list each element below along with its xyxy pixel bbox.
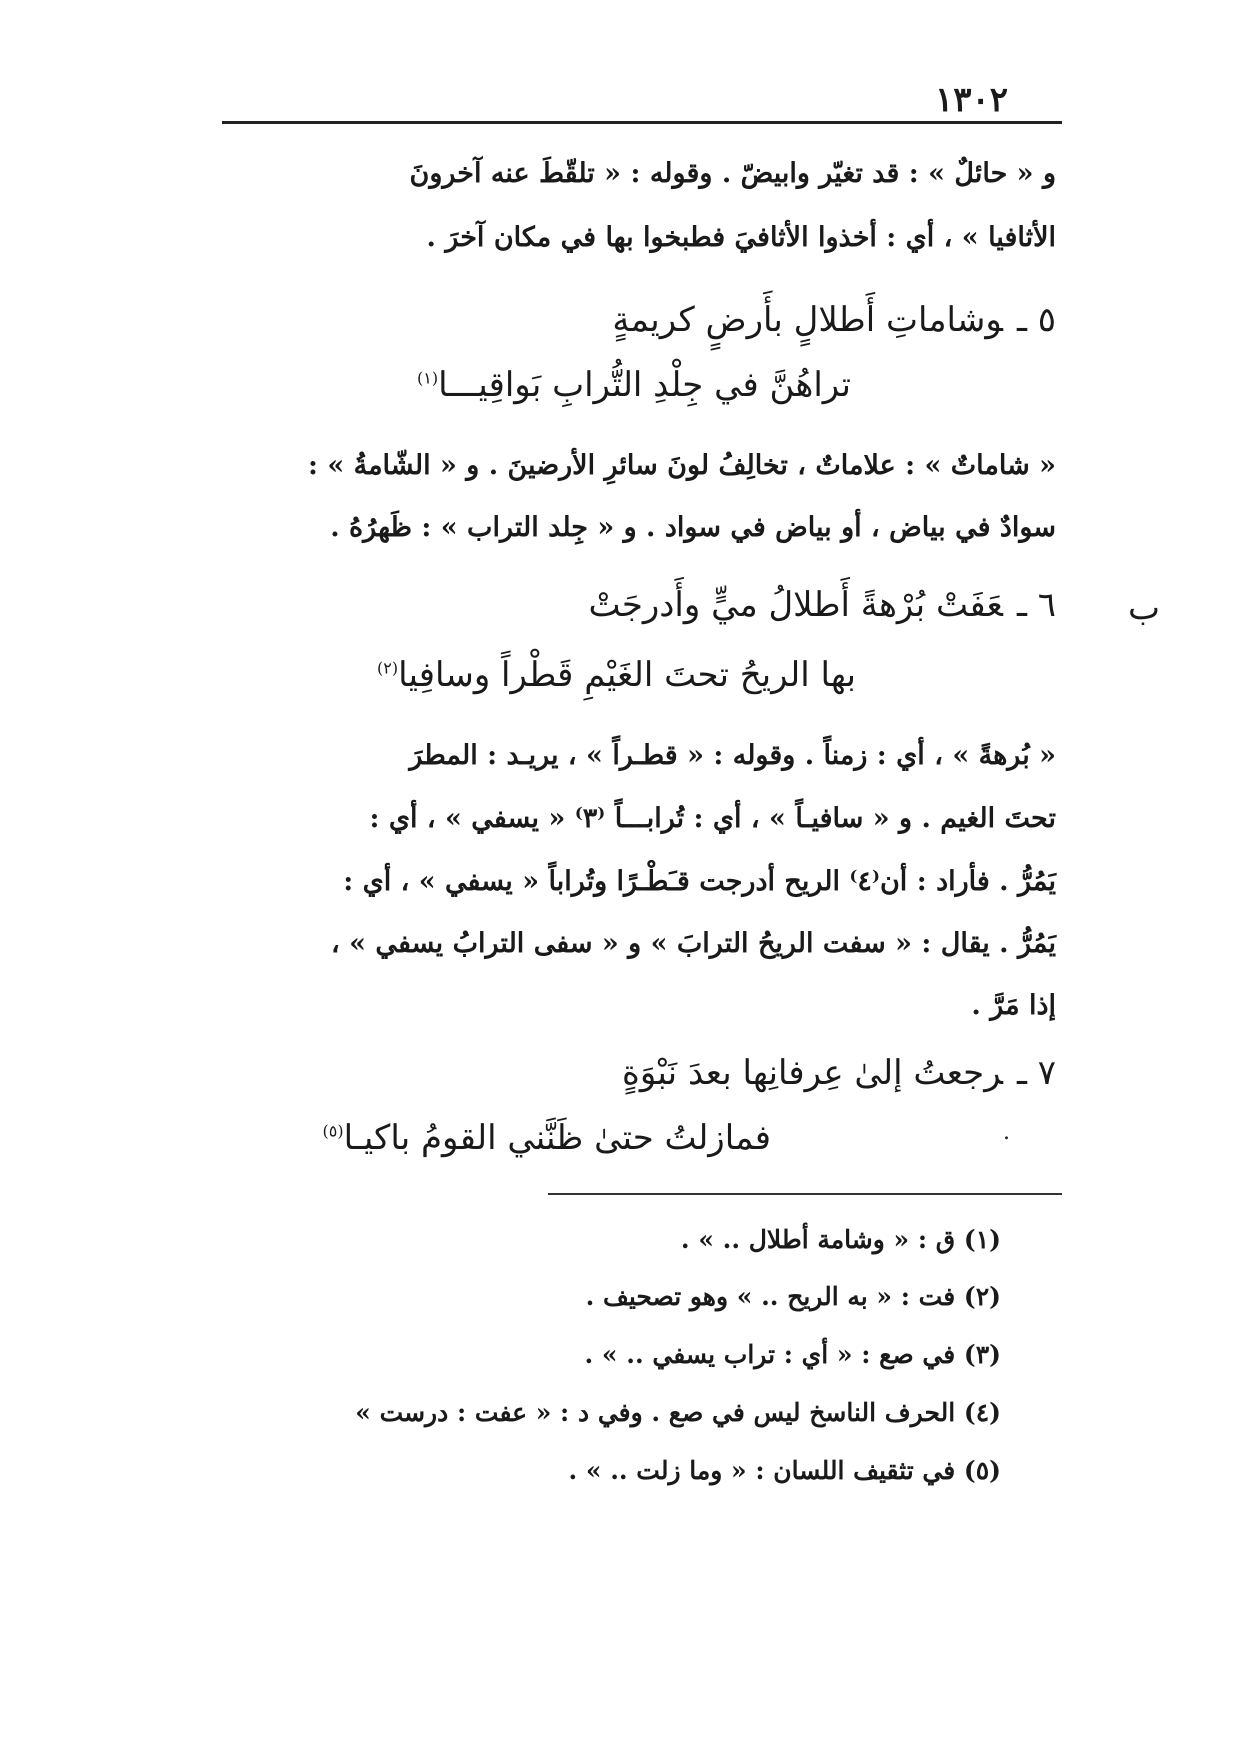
prose-line: سوادٌ في بياض ، أو بياض في سواد . و « جِلد التراب » : ظَهرُهُ . (330, 512, 1056, 543)
prose-line: و « حائلٌ » : قد تغيّر وابيضّ . وقوله : « تلقّطَ عنه آخرونَ (409, 158, 1056, 189)
verse-text: رجعتُ إلىٰ عِرفانِها بعدَ نَبْوَةٍ (622, 1053, 1003, 1093)
page-number: ١٣٠٢ (935, 80, 1009, 120)
verse-number: ٧ ـ (1016, 1053, 1056, 1093)
verse-text: عَفَتْ بُرْهةً أَطلالُ ميٍّ وأَدرجَتْ (588, 585, 1003, 625)
verse-number: ٥ ـ (1016, 300, 1056, 340)
footnote-marker: (٢) (377, 658, 399, 678)
prose-line: « شاماتٌ » : علاماتٌ ، تخالِفُ لونَ سائرِ الأرضينَ . و « الشّامةُ » : (307, 450, 1056, 481)
prose-line: تحتَ الغيم . و « سافيـاً » ، أي : تُرابـــاً ⁽٣⁾ « يسفي » ، أي : (369, 803, 1056, 834)
verse-7-second-hemistich (322, 1118, 771, 1158)
prose-line: يَمُرُّ . يقال : « سفت الريحُ الترابَ » و « سفى الترابُ يسفي » ، (331, 928, 1056, 959)
footnote: (٤) الحرف الناسخ ليس في صع . وفي د : « عفت : درست » (355, 1398, 1001, 1427)
verse-5-first-hemistich (612, 300, 1056, 340)
header-rule (222, 121, 1062, 124)
verse-dot: . (1003, 1120, 1010, 1145)
verse-6-second-hemistich (377, 655, 856, 695)
footnote: (٢) فت : « به الريح .. » وهو تصحيف . (585, 1282, 1001, 1311)
footnote-marker: (١) (416, 368, 439, 388)
verse-7-first-hemistich (622, 1053, 1056, 1093)
prose-line: إذا مَرَّ . (971, 990, 1056, 1021)
footnote: (٣) في صع : « أي : تراب يسفي .. » . (584, 1340, 1001, 1369)
verse-text: وشاماتِ أَطلالٍ بأَرضٍ كريمةٍ (612, 300, 1003, 340)
footnote-rule (548, 1193, 1062, 1195)
footnote-marker: (٥) (322, 1121, 344, 1141)
prose-line: يَمُرُّ . فأراد : أن⁽٤⁾ الريح أدرجت قـَطْـرًا وتُراباً « يسفي » ، أي : (343, 866, 1056, 897)
footnote: (٥) في تثقيف اللسان : « وما زلت .. » . (568, 1456, 1001, 1485)
prose-line: « بُرهةً » ، أي : زمناً . وقوله : « قطـراً » ، يريـد : المطرَ (409, 740, 1056, 771)
footnote: (١) ق : « وشامة أطلال .. » . (680, 1225, 1001, 1254)
verse-text: فمازلتُ حتىٰ ظَنَّني القومُ باكيـا (343, 1118, 771, 1158)
verse-5-second-hemistich (417, 365, 851, 405)
verse-text: تراهُنَّ في جِلْدِ التُّرابِ بَواقِيـــا (438, 365, 851, 405)
margin-letter: ب (1128, 588, 1161, 628)
verse-text: بها الريحُ تحتَ الغَيْمِ قَطْراً وسافِيا (398, 655, 856, 695)
verse-number: ٦ ـ (1016, 585, 1056, 625)
verse-6-first-hemistich (588, 585, 1056, 625)
prose-line: الأثافيا » ، أي : أخذوا الأثافيَ فطبخوا بها في مكان آخرَ . (426, 222, 1056, 253)
